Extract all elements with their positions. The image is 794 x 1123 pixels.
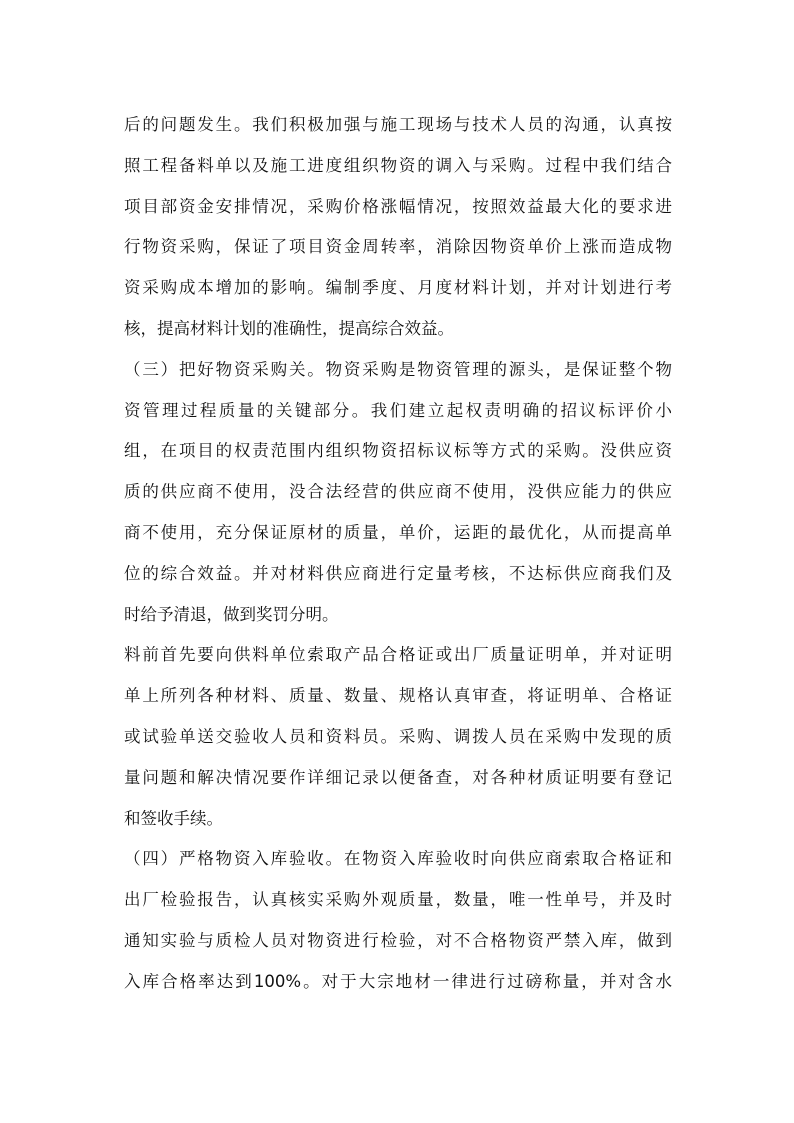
text-line: 位的综合效益。并对材料供应商进行定量考核，不达标供应商我们及 xyxy=(124,563,672,583)
text-line: 料前首先要向供料单位索取产品合格证或出厂质量证明单，并对证明 xyxy=(124,645,672,665)
text-line: （四）严格物资入库验收。在物资入库验收时向供应商索取合格证和 xyxy=(124,849,672,869)
text-line: 照工程备料单以及施工进度组织物资的调入与采购。过程中我们结合 xyxy=(124,155,672,175)
text-line: 组，在项目的权责范围内组织物资招标议标等方式的采购。没供应资 xyxy=(124,441,672,461)
paragraph-material-planning xyxy=(124,105,672,350)
text-line: 核，提高材料计划的准确性，提高综合效益。 xyxy=(124,318,454,338)
text-line: 后的问题发生。我们积极加强与施工现场与技术人员的沟通，认真按 xyxy=(124,115,672,134)
text-line: 行物资采购，保证了项目资金周转率，消除因物资单价上涨而造成物 xyxy=(124,237,672,257)
text-line: 质的供应商不使用，没合法经营的供应商不使用，没供应能力的供应 xyxy=(124,482,672,502)
paragraph-certificates xyxy=(124,635,672,839)
text-line: （三）把好物资采购关。物资采购是物资管理的源头，是保证整个物 xyxy=(124,359,672,379)
text-line: 资管理过程质量的关键部分。我们建立起权责明确的招议标评价小 xyxy=(124,400,672,420)
paragraph-warehouse-inspection xyxy=(124,839,672,1002)
text-line: 项目部资金安排情况，采购价格涨幅情况，按照效益最大化的要求进 xyxy=(124,196,672,216)
text-line: 量问题和解决情况要作详细记录以便备查，对各种材质证明要有登记 xyxy=(124,767,672,787)
text-line: 资采购成本增加的影响。编制季度、月度材料计划，并对计划进行考 xyxy=(124,278,672,298)
text-line: 和签收手续。 xyxy=(124,808,223,828)
text-line: 商不使用，充分保证原材的质量，单价，运距的最优化，从而提高单 xyxy=(124,522,672,542)
text-line: 或试验单送交验收人员和资料员。采购、调拨人员在采购中发现的质 xyxy=(124,726,672,746)
text-line: 通知实验与质检人员对物资进行检验，对不合格物资严禁入库，做到 xyxy=(124,930,672,950)
text-line: 入库合格率达到100%。对于大宗地材一律进行过磅称量，并对含水 xyxy=(124,971,672,991)
text-line: 出厂检验报告，认真核实采购外观质量，数量，唯一性单号，并及时 xyxy=(124,890,672,910)
document-page xyxy=(124,105,672,1003)
text-line: 时给予清退，做到奖罚分明。 xyxy=(124,604,339,624)
text-line: 单上所列各种材料、质量、数量、规格认真审查，将证明单、合格证 xyxy=(124,686,672,706)
paragraph-procurement xyxy=(124,350,672,636)
